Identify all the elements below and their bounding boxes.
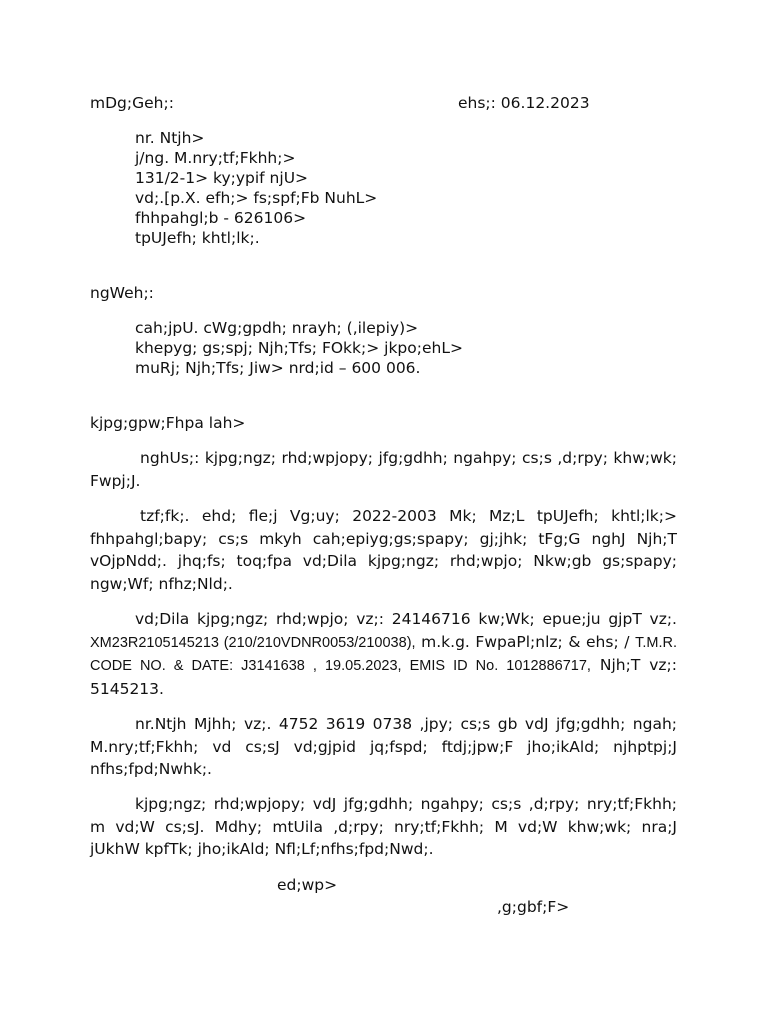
body-paragraph-4: kjpg;ngz; rhd;wpjopy; vdJ jfg;gdhh; ngahpy; cs;s ,d;rpy; nry;tf;Fkhh; m vd;W cs;sJ. Mdhy; mtUila ,d;rpy; nry;tf;Fkhh; M vd;W khw;wk; nra;J jUkhW kpfTk; jho;ikAld; Nfl;Lf;nfhs;fpd;Nwd;. — [90, 795, 677, 858]
signoff-label: ,g;gbf;F> — [497, 898, 570, 916]
sender-line: vd;.[p.X. efh;> fs;spf;Fb NuhL> — [135, 189, 378, 207]
recipient-line: khepyg; gs;spj; Njh;Tfs; FOkk;> jkpo;ehL> — [135, 339, 463, 357]
thanks-label: ed;wp> — [277, 876, 338, 894]
sender-line: j/ng. M.nry;tf;Fkhh;> — [135, 149, 296, 167]
para2-tmr-code: T.M.R. CODE NO. & DATE: J3141638 , 19.05.2023, EMIS ID No. 1012886717, — [90, 634, 677, 674]
body-paragraph-3: nr.Ntjh Mjhh; vz;. 4752 3619 0738 ,jpy; cs;s gb vdJ jfg;gdhh; ngah; M.nry;tf;Fkhh; vd cs;sJ vd;gjpid jq;fspd; ftdj;jpw;F jho;ikAld; njhptpj;J nfhs;fpd;Nwhk;. — [90, 715, 677, 778]
para2-text-e: Njh;T vz;: 5145213. — [90, 656, 677, 698]
para2-registration-no: XM23R2105145213 (210/210VDNR0053/210038), — [90, 634, 416, 651]
salutation: kjpg;gpw;Fhpa lah> — [90, 414, 246, 432]
letter-date: ehs;: 06.12.2023 — [458, 94, 590, 112]
sender-line: tpUJefh; khtl;lk;. — [135, 229, 260, 247]
para2-text-c: m.k.g. FwpaPl;nlz; & ehs; / — [415, 632, 636, 651]
para2-text-a: vd;Dila kjpg;ngz; rhd;wpjo; vz;: 24146716 kw;Wk; epue;ju gjpT vz;. — [135, 610, 677, 628]
sender-line: fhhpahgl;b - 626106> — [135, 209, 307, 227]
sender-line: 131/2-1> ky;ypif njU> — [135, 169, 309, 187]
body-paragraph-1: tzf;fk;. ehd; fle;j Vg;uy; 2022-2003 Mk; Mz;L tpUJefh; khtl;lk;> fhhpahgl;bapy; cs;s mkyh cah;epiyg;gs;spapy; gj;jhk; tFg;G nghJ Njh;T vOjpNdd;. jhq;fs; toq;fpa vd;Dila kjpg;ngz; rhd;wpjo; Nkw;gb gs;spapy; ngw;Wf; nfhz;Nld;. — [90, 507, 677, 593]
subject-line: nghUs;: kjpg;ngz; rhd;wpjopy; jfg;gdhh; ngahpy; cs;s ,d;rpy; khw;wk; Fwpj;J. — [90, 449, 677, 490]
sender-line: nr. Ntjh> — [135, 129, 205, 147]
recipient-line: muRj; Njh;Tfs; Jiw> nrd;id – 600 006. — [135, 359, 421, 377]
from-label: mDg;Geh;: — [90, 94, 174, 112]
body-paragraph-2 — [90, 608, 677, 700]
recipient-line: cah;jpU. cWg;gpdh; nrayh; (,ilepiy)> — [135, 319, 419, 337]
to-label: ngWeh;: — [90, 284, 154, 302]
